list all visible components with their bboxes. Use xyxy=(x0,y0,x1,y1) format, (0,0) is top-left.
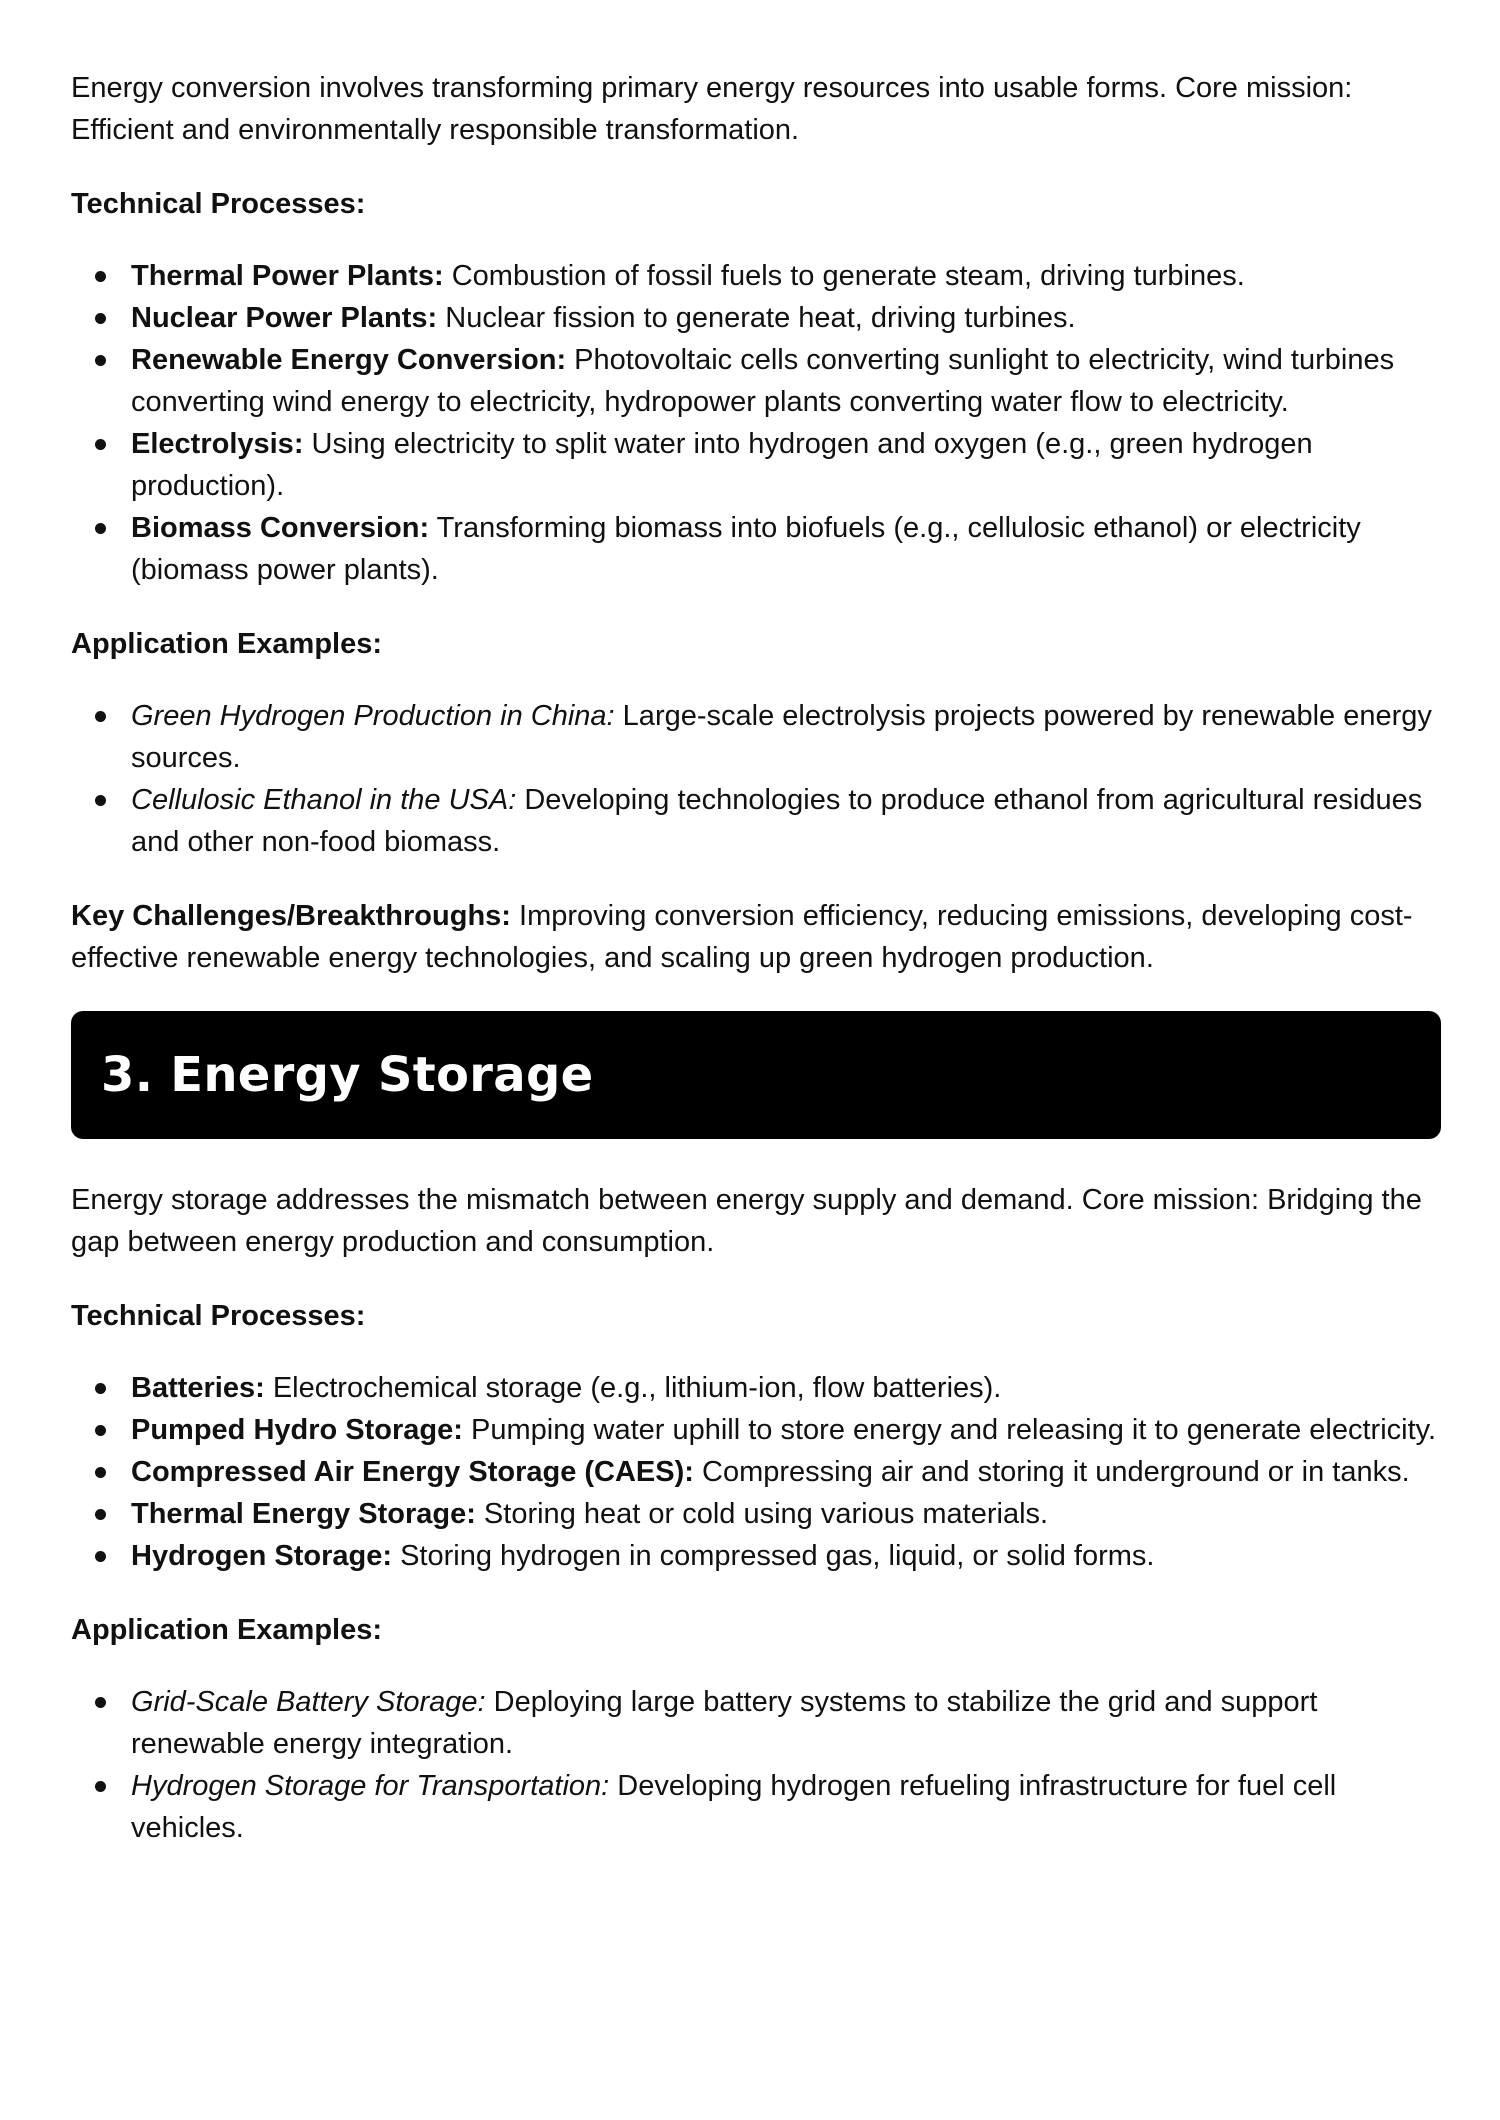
list-item-term: Nuclear Power Plants: xyxy=(131,302,438,334)
list-item xyxy=(71,1409,1441,1451)
list-item-text: Deploying large battery systems to stabilize the grid and support renewable energy integration. xyxy=(131,1686,1318,1760)
list-item-text: Using electricity to split water into hydrogen and oxygen (e.g., green hydrogen production). xyxy=(131,428,1313,502)
list-item-term: Grid-Scale Battery Storage: xyxy=(131,1686,486,1718)
list-item-text: Developing hydrogen refueling infrastructure for fuel cell vehicles. xyxy=(131,1770,1337,1844)
list-item xyxy=(71,507,1441,591)
conversion-application-list xyxy=(71,695,1441,863)
conversion-intro-paragraph: Energy conversion involves transforming primary energy resources into usable forms. Core mission: Efficient and environmentally responsible transformation. xyxy=(71,72,1353,146)
list-item xyxy=(71,1681,1441,1765)
list-item-text: Compressing air and storing it underground or in tanks. xyxy=(693,1456,1410,1488)
conversion-challenges-paragraph xyxy=(71,895,1441,979)
list-item-term: Compressed Air Energy Storage (CAES): xyxy=(131,1456,694,1488)
list-item xyxy=(71,423,1441,507)
conversion-technical-list xyxy=(71,255,1441,591)
document-page xyxy=(71,67,1441,1849)
list-item-text: Developing technologies to produce ethanol from agricultural residues and other non-food biomass. xyxy=(131,784,1423,858)
list-item-term: Thermal Energy Storage: xyxy=(131,1498,476,1530)
list-item-text: Nuclear fission to generate heat, driving turbines. xyxy=(437,302,1076,334)
list-item xyxy=(71,1451,1441,1493)
list-item-text: Storing hydrogen in compressed gas, liquid, or solid forms. xyxy=(392,1540,1155,1572)
list-item-term: Hydrogen Storage for Transportation: xyxy=(131,1770,610,1802)
list-item xyxy=(71,1765,1441,1849)
storage-technical-list xyxy=(71,1367,1441,1577)
storage-intro-paragraph: Energy storage addresses the mismatch between energy supply and demand. Core mission: Bridging the gap between energy production and consumption. xyxy=(71,1184,1422,1258)
list-item xyxy=(71,1535,1441,1577)
list-item xyxy=(71,1367,1441,1409)
conversion-technical-heading: Technical Processes: xyxy=(71,188,366,220)
section-banner xyxy=(71,1011,1441,1139)
list-item-text: Combustion of fossil fuels to generate steam, driving turbines. xyxy=(443,260,1245,292)
list-item-term: Green Hydrogen Production in China: xyxy=(131,700,615,732)
section-title: 3. Energy Storage xyxy=(101,1047,594,1103)
challenges-label: Key Challenges/Breakthroughs: xyxy=(71,900,511,932)
list-item-term: Hydrogen Storage: xyxy=(131,1540,393,1572)
list-item-text: Pumping water uphill to store energy and releasing it to generate electricity. xyxy=(462,1414,1437,1446)
list-item xyxy=(71,255,1441,297)
list-item xyxy=(71,339,1441,423)
conversion-application-heading: Application Examples: xyxy=(71,628,383,660)
list-item-text: Large-scale electrolysis projects powered by renewable energy sources. xyxy=(131,700,1432,774)
list-item xyxy=(71,779,1441,863)
list-item-text: Photovoltaic cells converting sunlight to electricity, wind turbines converting wind energy to electricity, hydropower plants converting water flow to electricity. xyxy=(131,344,1395,418)
list-item-text: Storing heat or cold using various materials. xyxy=(475,1498,1049,1530)
list-item-term: Biomass Conversion: xyxy=(131,512,430,544)
list-item-term: Renewable Energy Conversion: xyxy=(131,344,567,376)
list-item-term: Electrolysis: xyxy=(131,428,304,460)
list-item-term: Thermal Power Plants: xyxy=(131,260,444,292)
storage-application-heading: Application Examples: xyxy=(71,1614,383,1646)
list-item xyxy=(71,695,1441,779)
list-item xyxy=(71,297,1441,339)
list-item-term: Cellulosic Ethanol in the USA: xyxy=(131,784,517,816)
list-item xyxy=(71,1493,1441,1535)
storage-application-list xyxy=(71,1681,1441,1849)
challenges-text: Improving conversion efficiency, reducing emissions, developing cost-effective renewable energy technologies, and scaling up green hydrogen production. xyxy=(71,900,1413,974)
list-item-text: Transforming biomass into biofuels (e.g., cellulosic ethanol) or electricity (biomass power plants). xyxy=(131,512,1361,586)
list-item-term: Pumped Hydro Storage: xyxy=(131,1414,463,1446)
list-item-text: Electrochemical storage (e.g., lithium-ion, flow batteries). xyxy=(264,1372,1002,1404)
storage-technical-heading: Technical Processes: xyxy=(71,1300,366,1332)
list-item-term: Batteries: xyxy=(131,1372,265,1404)
